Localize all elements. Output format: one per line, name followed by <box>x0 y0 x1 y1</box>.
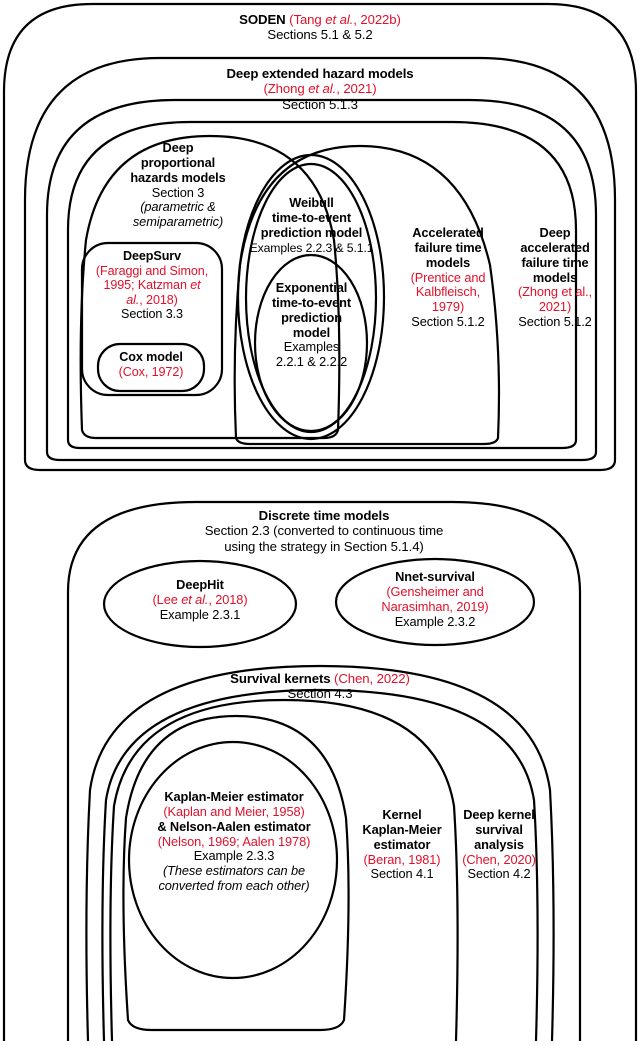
dks-title-2: survival <box>475 821 523 837</box>
survival-kernets-citation: (Chen, 2022) <box>334 671 410 686</box>
aft-section: Section 5.1.2 <box>411 314 485 330</box>
soden-title: SODEN <box>239 12 286 27</box>
cox-model-label <box>98 350 204 379</box>
deephit-example: Example 2.3.1 <box>159 606 241 622</box>
dks-title-3: analysis <box>474 836 524 852</box>
aft-citation: (Prentice and Kalbfleisch, 1979) <box>410 269 486 315</box>
weibull-title-1: Weibull <box>289 195 334 210</box>
exponential-title-2: time-to-event <box>271 294 352 310</box>
km-example: Example 2.3.3 <box>193 848 275 864</box>
dks-citation: (Chen, 2020) <box>462 851 536 867</box>
deep-proportional-hazards-label <box>112 141 244 230</box>
aft-title-1: Accelerated <box>412 225 484 240</box>
soden-label <box>90 12 550 43</box>
daft-citation: (Zhong et al., 2021) <box>517 284 592 315</box>
exponential-title-3: prediction <box>281 309 342 325</box>
exponential-title-4: model <box>292 324 331 340</box>
deepsurv-section: Section 3.3 <box>121 307 183 322</box>
deep-accelerated-failure-time-label <box>505 226 605 330</box>
dks-section: Section 4.2 <box>467 866 531 882</box>
survival-kernets-label <box>160 671 480 702</box>
kkm-title-1: Kernel <box>382 807 422 822</box>
km-note-2: converted from each other) <box>158 878 310 894</box>
km-citation-1: (Kaplan and Meier, 1958) <box>163 803 305 819</box>
kkm-title-2: Kaplan-Meier <box>362 821 442 837</box>
exponential-label <box>254 281 369 370</box>
dph-title-1: Deep <box>162 140 194 155</box>
exponential-examples-1: Examples <box>283 339 340 355</box>
dph-section: Section 3 <box>151 184 205 200</box>
daft-section: Section 5.1.2 <box>518 314 592 330</box>
weibull-title-2: time-to-event <box>271 209 352 225</box>
deep-extended-hazard-citation: (Zhong et al., 2021) <box>263 81 377 97</box>
kkm-citation: (Beran, 1981) <box>363 851 441 867</box>
exponential-title-1: Exponential <box>275 280 348 295</box>
kkm-title-3: estimator <box>373 836 431 852</box>
dks-title-1: Deep kernel <box>463 807 535 822</box>
survival-kernets-title: Survival kernets <box>230 671 331 686</box>
aft-title-2: failure time <box>414 239 482 255</box>
deep-extended-hazard-title: Deep extended hazard models <box>226 66 414 81</box>
dph-title-2: proportional <box>140 154 216 170</box>
discrete-time-section-1: Section 2.3 (converted to continuous time <box>204 523 444 539</box>
discrete-time-section-2: using the strategy in Section 5.1.4) <box>224 538 424 554</box>
deep-extended-hazard-section: Section 5.1.3 <box>282 96 358 112</box>
daft-title-2: accelerated <box>520 239 590 255</box>
daft-title-3: failure time <box>521 254 589 270</box>
deepsurv-citation: (Faraggi and Simon, 1995; Katzman et al., 2018) <box>95 263 209 307</box>
nnet-example: Example 2.3.2 <box>394 613 476 629</box>
soden-citation: (Tang et al., 2022b) <box>289 12 401 27</box>
nnet-citation: (Gensheimer and Narasimhan, 2019) <box>381 583 489 614</box>
weibull-examples: Examples 2.2.3 & 5.1.1 <box>249 240 374 255</box>
km-note-1: (These estimators can be <box>163 863 305 879</box>
discrete-time-models-label <box>140 508 508 554</box>
soden-section: Sections 5.1 & 5.2 <box>267 27 373 43</box>
deepsurv-title: DeepSurv <box>123 249 181 263</box>
deep-extended-hazard-label <box>120 66 520 112</box>
kkm-section: Section 4.1 <box>370 866 434 882</box>
survival-kernets-section: Section 4.3 <box>287 686 353 702</box>
dph-note-1: (parametric & <box>140 199 216 215</box>
deephit-title: DeepHit <box>176 577 224 592</box>
nnet-title: Nnet-survival <box>395 569 475 584</box>
weibull-label <box>240 196 383 255</box>
kernel-kaplan-meier-label <box>352 808 452 882</box>
km-title-1: Kaplan-Meier estimator <box>164 789 304 804</box>
cox-model-citation: (Cox, 1972) <box>118 364 184 379</box>
dph-title-3: hazards models <box>130 169 226 185</box>
kaplan-meier-label <box>118 790 350 894</box>
deephit-citation: (Lee et al., 2018) <box>152 591 248 607</box>
accelerated-failure-time-label <box>396 226 500 330</box>
cox-model-title: Cox model <box>119 350 183 364</box>
deephit-label <box>112 578 288 623</box>
km-citation-2: (Nelson, 1969; Aalen 1978) <box>157 833 311 849</box>
daft-title-1: Deep <box>539 225 571 240</box>
deep-kernel-survival-label <box>450 808 548 882</box>
exponential-examples-2: 2.2.1 & 2.2.2 <box>275 354 348 370</box>
deepsurv-label <box>80 249 224 322</box>
discrete-time-title: Discrete time models <box>258 508 390 523</box>
km-title-2: & Nelson-Aalen estimator <box>157 818 311 834</box>
daft-title-4: models <box>532 269 578 285</box>
dph-note-2: semiparametric) <box>132 214 224 230</box>
aft-title-3: models <box>425 254 471 270</box>
nnet-survival-label <box>345 570 525 629</box>
weibull-title-3: prediction model <box>260 224 363 240</box>
